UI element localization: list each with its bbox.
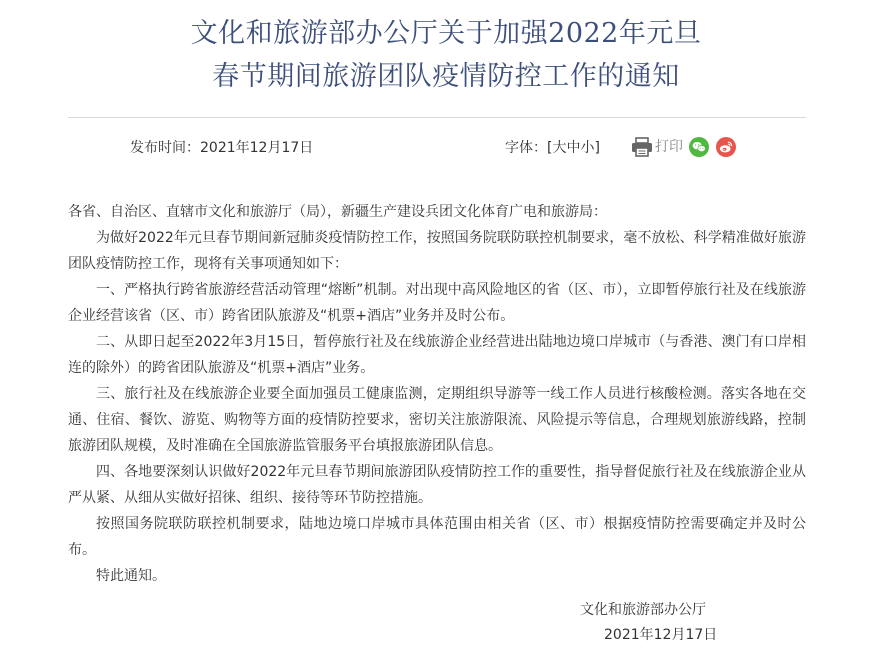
notice-paragraph: 四、各地要深刻认识做好2022年元旦春节期间旅游团队疫情防控工作的重要性，指导督促旅行社及在线旅游企业从严从紧、从细从实做好招徕、组织、接待等环节防控措施。: [68, 464, 806, 506]
notice-paragraph: 二、从即日起至2022年3月15日，暂停旅行社及在线旅游企业经营进出陆地边境口岸城市（与香港、澳门有口岸相连的除外）的跨省团队旅游及“机票+酒店”业务。: [68, 334, 806, 376]
notice-salutation: 各省、自治区、直辖市文化和旅游厅（局），新疆生产建设兵团文化体育广电和旅游局：: [68, 204, 607, 220]
notice-paragraph: 三、旅行社及在线旅游企业要全面加强员工健康监测，定期组织导游等一线工作人员进行核酸检测。落实各地在交通、住宿、餐饮、游览、购物等方面的疫情防控要求，密切关注旅游限流、风险提示等信息，合理规划旅游线路，控制旅游团队规模，及时准确在全国旅游监管服务平台填报旅游团队信息。: [68, 386, 806, 454]
font-size-label: 字体：: [505, 140, 547, 156]
font-size-large-button[interactable]: 大: [552, 140, 567, 156]
title-divider: [68, 117, 806, 118]
print-button[interactable]: [631, 136, 683, 158]
notice-body: [68, 199, 806, 589]
notice-paragraph: 一、严格执行跨省旅游经营活动管理“熔断”机制。对出现中高风险地区的省（区、市），立即暂停旅行社及在线旅游企业经营该省（区、市）跨省团队旅游及“机票+酒店”业务并及时公布。: [68, 282, 806, 324]
notice-closing: 特此通知。: [96, 568, 166, 584]
font-size-bracket-close: ]: [594, 140, 600, 156]
font-size-medium-button[interactable]: 中: [566, 140, 581, 156]
weibo-icon: [716, 137, 736, 157]
signature-date: 2021年12月17日: [604, 627, 718, 643]
signature-org: 文化和旅游部办公厅: [580, 602, 706, 618]
publish-time: 发布时间：2021年12月17日: [130, 140, 314, 156]
notice-paragraph: 按照国务院联防联控机制要求，陆地边境口岸城市具体范围由相关省（区、市）根据疫情防控需要确定并及时公布。: [68, 516, 806, 558]
notice-paragraph: 为做好2022年元旦春节期间新冠肺炎疫情防控工作，按照国务院联防联控机制要求，毫不放松、科学精准做好旅游团队疫情防控工作，现将有关事项通知如下：: [68, 230, 806, 272]
print-label: 打印: [655, 139, 683, 155]
font-size-controls: [505, 138, 600, 158]
font-size-bracket-open: [: [547, 140, 553, 156]
page-title-line-2: 春节期间旅游团队疫情防控工作的通知: [212, 61, 680, 92]
share-wechat-button[interactable]: [689, 137, 709, 157]
wechat-icon: [689, 137, 709, 157]
share-weibo-button[interactable]: [716, 137, 736, 157]
printer-icon: [631, 137, 653, 157]
page-title-line-1: 文化和旅游部办公厅关于加强2022年元旦: [190, 18, 702, 49]
font-size-small-button[interactable]: 小: [580, 140, 595, 156]
